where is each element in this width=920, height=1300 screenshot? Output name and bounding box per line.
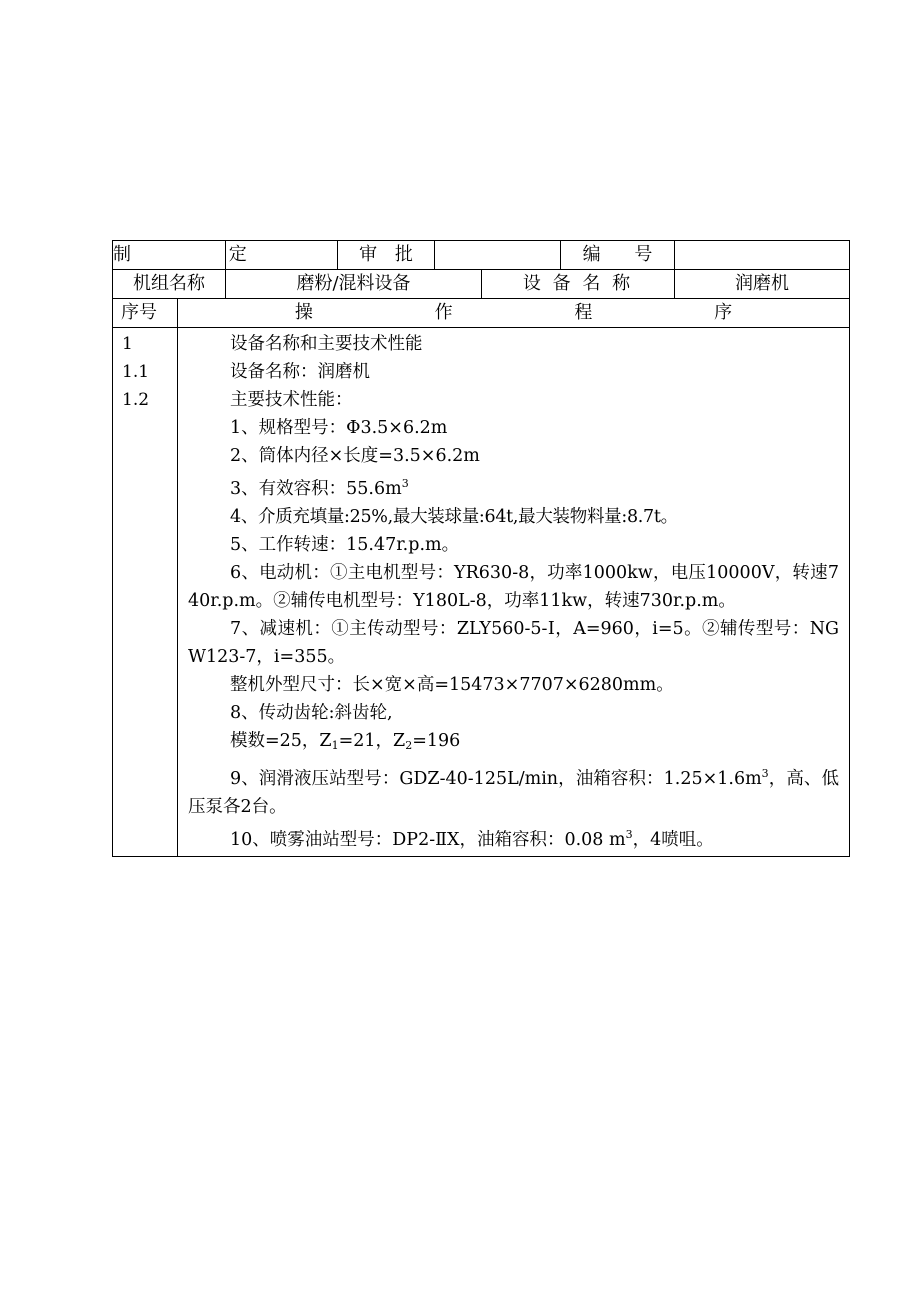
spec-item-gear-module: 模数=25，$Z_1=21$，$Z_2=196$: [230, 731, 461, 752]
seq-column-header: 序号: [113, 299, 178, 327]
procedure-content: [178, 328, 849, 856]
seq-number: 1.1: [122, 362, 150, 382]
shenpi-value[interactable]: [435, 241, 561, 269]
header-row-columns: [113, 299, 849, 328]
seq-number-column: [113, 328, 178, 856]
spec-item-overall-size: 整机外型尺寸：长×宽×高=15473×7707×6280mm。: [230, 675, 674, 695]
spec-item-dimensions: 2、筒体内径×长度=3.5×6.2m: [230, 446, 480, 466]
procedure-body-row: [113, 328, 849, 856]
header-row-names: [113, 270, 849, 299]
equip-name-label: 设 备 名 称: [482, 270, 675, 298]
spec-item-fill: 4、介质充填量:25%,最大装球量:64t,最大装物料量:8.7t。: [230, 507, 678, 527]
zhiding-value[interactable]: [226, 241, 338, 269]
bianhao-value[interactable]: [675, 241, 849, 269]
spec-item-speed: 5、工作转速：15.47r.p.m。: [230, 535, 460, 555]
section-title: 设备名称和主要技术性能: [230, 334, 423, 354]
seq-number: 1: [122, 334, 133, 354]
equipment-name-line: 设备名称：润磨机: [230, 362, 370, 382]
header-row-approval: [113, 241, 849, 270]
zhiding-label: 制 定: [113, 241, 226, 269]
seq-number: 1.2: [122, 390, 150, 410]
spec-item-spray-station: 10、喷雾油站型号：DP2-ⅡX，油箱容积：0.08 $m^3$，4喷咀。: [230, 828, 714, 850]
spec-item-reducer: 7、减速机：①主传动型号：ZLY560-5-Ⅰ，A=960，i=5。②辅传型号：NGW123-7，i=355。: [188, 619, 839, 667]
unit-name-value: 磨粉/混料设备: [226, 270, 482, 298]
spec-item-motor: 6、电动机：①主电机型号：YR630-8，功率1000kw，电压10000V，转速740r.p.m。②辅传电机型号：Y180L-8，功率11kw，转速730r.p.m。: [188, 563, 839, 611]
spec-heading: 主要技术性能：: [230, 390, 353, 410]
bianhao-label: 编 号: [561, 241, 675, 269]
spec-item-model: 1、规格型号：Φ3.5×6.2m: [230, 418, 448, 438]
spec-item-gear: 8、传动齿轮:斜齿轮,: [230, 703, 393, 723]
spec-item-lube-station: 9、润滑液压站型号：GDZ-40-125L/min，油箱容积：$1.25\times 1.6m^3$，高、低压泵各2台。: [188, 767, 839, 817]
shenpi-label: 审 批: [338, 241, 435, 269]
procedure-column-header: 操 作 程 序: [294, 302, 791, 323]
unit-name-label: 机组名称: [113, 270, 226, 298]
procedure-table: [112, 240, 850, 857]
equip-name-value: 润磨机: [735, 273, 789, 294]
spec-item-volume: 3、有效容积：$55.6m^3$: [230, 477, 409, 499]
